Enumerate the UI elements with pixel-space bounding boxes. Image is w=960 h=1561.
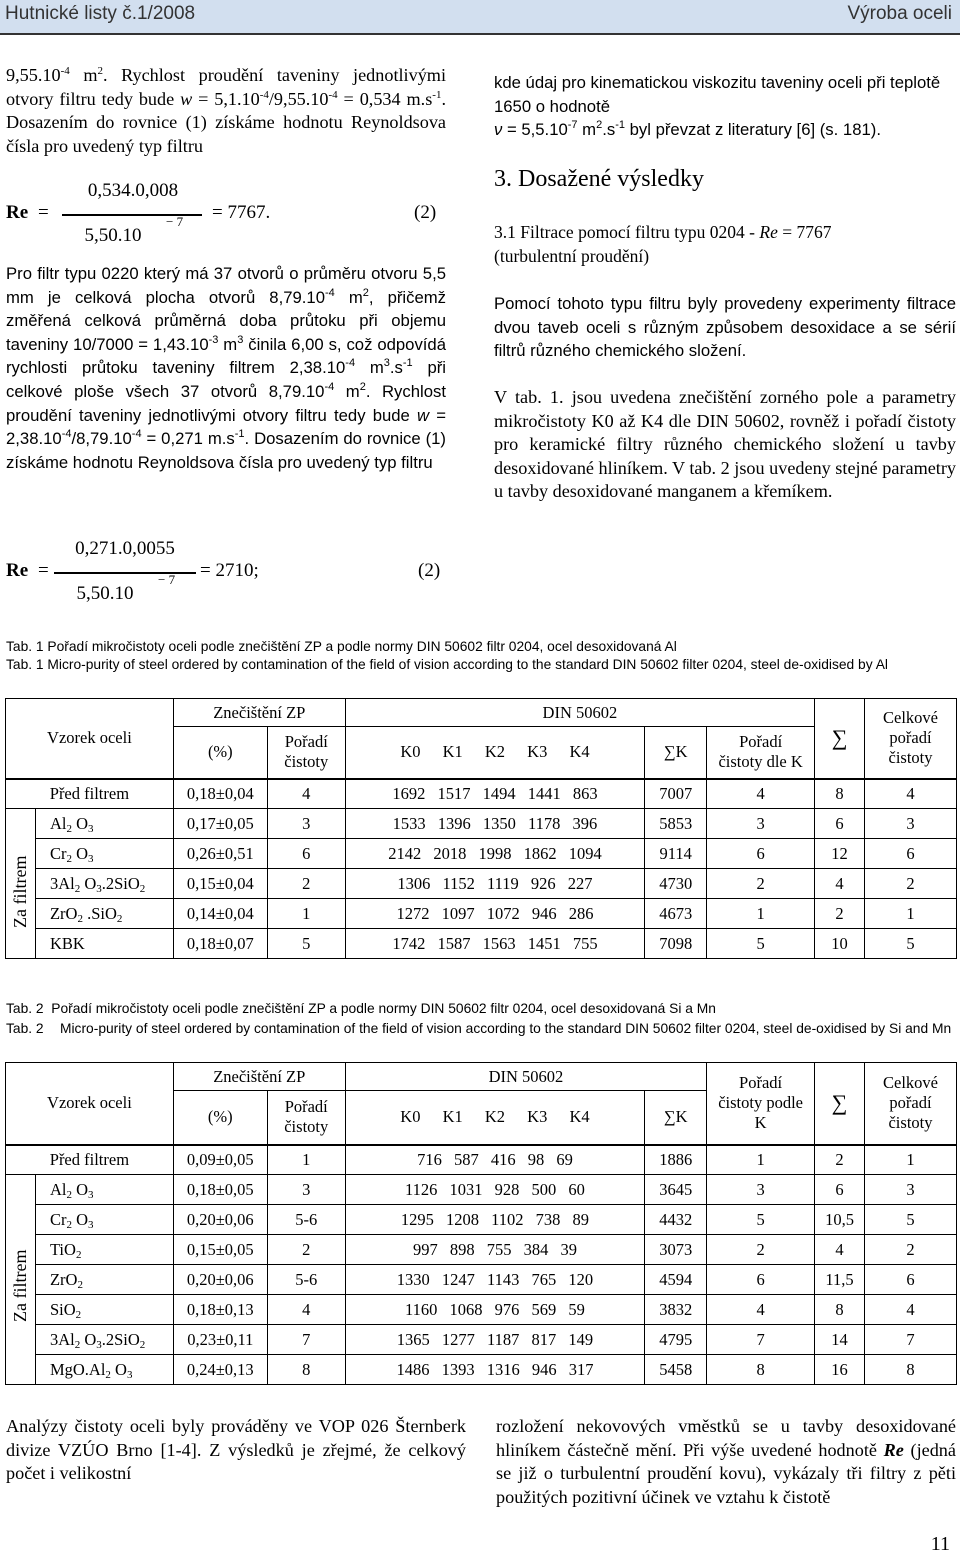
table1-caption-en: Tab. 1 Micro-purity of steel ordered by contamination of the field of vision according to the standard DIN 50602 filter 0204, steel de-oxidised by Al [6, 657, 888, 672]
table1-caption-cz: Tab. 1 Pořadí mikročistoty oceli podle znečištění ZP a podle normy DIN 50602 filtr 0204, ocel desoxidovaná Al [6, 639, 677, 654]
table-row: KBK 0,18±0,07 5 1742 1587 1563 1451 755 7098 5 10 5 [6, 929, 957, 959]
th-k: K0 K1 K2 K3 K4 [345, 727, 645, 779]
th-zp: Znečištění ZP [173, 1063, 345, 1091]
table-row: $Cr_2$ $O_3$ 0,20±0,06 5-6 1295 1208 1102 738 89 4432 5 10,5 5 [6, 1205, 957, 1235]
table-row: $Al_2$ $O_3$ 0,18±0,05 3 1126 1031 928 500 60 3645 3 6 3 [6, 1175, 957, 1205]
th-sk: ∑K [645, 727, 707, 779]
col1-paragraph-1: $9,55.10^{-4}$ $m^2$. Rychlost proudění taveniny jednotlivými otvory filtru tedy bude $w = 5,1.10^{-4}/9,55.10^{-4} = 0,534$ $m.s^{-1}$. Dosazením do rovnice (1) získáme hodnotu Reynoldsova čísla pro uvedený typ filtru [6, 65, 446, 156]
running-header [0, 0, 960, 33]
table-row: $3Al_2$ $O_3.2SiO_2$ 0,23±0,11 7 1365 1277 1187 817 149 4795 7 14 7 [6, 1325, 957, 1355]
th-sum: ∑ [815, 1063, 865, 1145]
header-rule [0, 33, 960, 35]
table1-side-label: Za filtrem [10, 855, 30, 928]
table-row: ZrO$_2$ 0,20±0,06 5-6 1330 1247 1143 765 120 4594 6 11,5 6 [6, 1265, 957, 1295]
section-title: Výroba oceli [847, 3, 952, 24]
table-row: SiO$_2$ 0,18±0,13 4 1160 1068 976 569 59 3832 4 8 4 [6, 1295, 957, 1325]
table-row: Před filtrem 0,09±0,05 1 716 587 416 98 69 1886 1 2 1 [6, 1145, 957, 1175]
table2-caption-cz: Tab. 2 Pořadí mikročistoty oceli podle znečištění ZP a podle normy DIN 50602 filtr 0204, ocel desoxidovaná Si a Mn [6, 1001, 716, 1016]
table-row: TiO$_2$ 0,15±0,05 2 997 898 755 384 39 3073 2 4 2 [6, 1235, 957, 1265]
th-total: Celkové pořadí čistoty [865, 699, 957, 779]
bottom-left-paragraph: Analýzy čistoty oceli byly prováděny ve VOP 026 Šternberk divize VZÚO Brno [1-4]. Z výsledků je zřejmé, že celkový počet i velikostní [6, 1416, 466, 1484]
table2-caption-en: Tab. 2 Micro-purity of steel ordered by contamination of the field of vision according to the standard DIN 50602 filter 0204, steel de-oxidised by Si and Mn [6, 1021, 952, 1036]
col2-paragraph-2: Pomocí tohoto typu filtru byly provedeny experimenty filtrace dvou taveb oceli s různým způsobem desoxidace a se sérií filtrů různého chemického složení. [494, 294, 956, 361]
table-row: ZrO$_2$ .SiO$_2$ 0,14±0,04 1 1272 1097 1072 946 286 4673 1 2 1 [6, 899, 957, 929]
equation-2: Re = 0,271.0,0055 5,50.10 − 7 = 2710; (2) [6, 538, 441, 604]
th-rank: Pořadí čistoty [267, 1091, 345, 1145]
th-sample: Vzorek oceli [6, 1063, 174, 1145]
equation-1: Re = 0,534.0,008 5,50.10 − 7 = 7767. (2) [6, 180, 437, 246]
table2-side-label: Za filtrem [10, 1249, 30, 1322]
th-sample: Vzorek oceli [6, 699, 174, 779]
table-row: $MgO.Al_2$ $O_3$ 0,24±0,13 8 1486 1393 1316 946 317 5458 8 16 8 [6, 1355, 957, 1385]
table-1 [5, 698, 957, 959]
th-din: DIN 50602 [345, 1063, 706, 1091]
table-row: $Cr_2$ $O_3$ 0,26±0,51 6 2142 2018 1998 1862 1094 9114 6 12 6 [6, 839, 957, 869]
subsection-heading: 3.1 Filtrace pomocí filtru typu 0204 - Re = 7767 (turbulentní proudění) [494, 222, 832, 266]
table-row: Před filtrem 0,18±0,04 4 1692 1517 1494 1441 863 7007 4 8 4 [6, 779, 957, 809]
section-heading: 3. Dosažené výsledky [494, 166, 704, 192]
th-rank: Pořadí čistoty [267, 727, 345, 779]
bottom-right-paragraph: rozložení nekovových vměstků se u tavby desoxidované hliníkem částečně mění. Při výše uvedené hodnotě Re (jedná se již o turbulentní proudění kovu), vykázaly tři filtry z pěti použitých pozitivní účinek ve vztahu k čistotě [496, 1416, 956, 1507]
table-row: $3Al_2$ $O_3.2SiO_2$ 0,15±0,04 2 1306 1152 1119 926 227 4730 2 4 2 [6, 869, 957, 899]
th-din: DIN 50602 [345, 699, 814, 727]
col2-paragraph-3: V tab. 1. jsou uvedena znečištění zorného pole a parametry mikročistoty K0 až K4 dle DIN 50602, rovněž i pořadí čistoty pro keramické filtry různého chemického složení u tavby desoxidované hliníkem. V tab. 2 jsou uvedeny stejné parametry u tavby desoxidované manganem a křemíkem. [494, 387, 956, 502]
th-rank-k: Pořadí čistoty podle K [707, 1063, 815, 1145]
table-2 [5, 1062, 957, 1385]
th-zp: Znečištění ZP [173, 699, 345, 727]
col1-paragraph-2: Pro filtr typu 0220 který má 37 otvorů o průměru otvoru 5,5 mm je celková plocha otvorů $8,79.10^{-4}$ $m^2$, přičemž změřená celková průměrná doba průtoku při objemu taveniny $10/7000 = 1,43.10^{-3}$ $m^3$ činila 6,00 s, což odpovídá rychlosti průtoku taveniny filtrem $2,38.10^{-4}$ $m^3.s^{-1}$ při celkové ploše všech 37 otvorů $8,79.10^{-4}$ $m^2$. Rychlost proudění taveniny jednotlivými otvory filtru tedy bude $w = 2,38.10^{-4}/8,79.10^{-4} = 0,271$ $m.s^{-1}$. Dosazením do rovnice (1) získáme hodnotu Reynoldsova čísla pro uvedený typ filtru [6, 264, 446, 472]
journal-title: Hutnické listy č.1/2008 [5, 3, 196, 24]
th-total: Celkové pořadí čistoty [864, 1063, 956, 1145]
page-number: 11 [930, 1533, 950, 1555]
th-rank-k: Pořadí čistoty dle K [707, 727, 815, 779]
th-sk: ∑K [645, 1091, 707, 1145]
th-sum: ∑ [815, 699, 865, 779]
table-row: $Al_2$ $O_3$ 0,17±0,05 3 1533 1396 1350 1178 396 5853 3 6 3 [6, 809, 957, 839]
th-pct: (%) [173, 1091, 267, 1145]
th-k: K0 K1 K2 K3 K4 [345, 1091, 645, 1145]
col2-paragraph-1: kde údaj pro kinematickou viskozitu taveniny oceli při teplotě 1650 o hodnotě $\nu = 5,5.10^{-7}$ $m^2.s^{-1}$ byl převzat z literatury [6] (s. 181). [494, 73, 941, 140]
th-pct: (%) [173, 727, 267, 779]
